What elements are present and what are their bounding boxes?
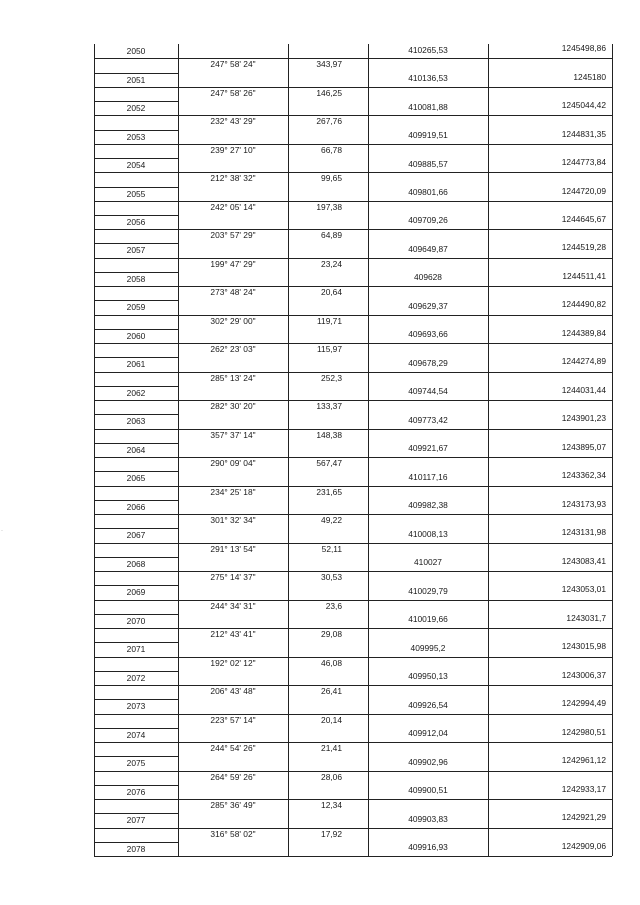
table-row-rule: [94, 130, 178, 131]
coordinate-y: 1243362,34: [561, 470, 606, 481]
point-id: 2058: [126, 273, 146, 284]
table-row-rule: [94, 457, 612, 458]
table-row-rule: [94, 101, 178, 102]
table-row-rule: [94, 571, 612, 572]
segment-distance: 115,97: [317, 344, 342, 355]
segment-distance: 267,76: [316, 116, 342, 127]
coordinate-y: 1243131,98: [561, 527, 606, 538]
coordinate-x: 409921,67: [408, 443, 448, 454]
bearing-angle: 234° 25' 18": [210, 486, 256, 497]
point-id: 2066: [126, 501, 146, 512]
coordinate-y: 1242921,29: [561, 812, 606, 823]
coordinate-y: 1244031,44: [561, 384, 606, 395]
coordinate-y: 1242933,17: [561, 783, 606, 794]
table-row-rule: [94, 842, 178, 843]
point-id: 2055: [126, 188, 146, 199]
table-row-rule: [94, 357, 178, 358]
segment-distance: 99,65: [321, 173, 342, 184]
point-id: 2075: [126, 758, 146, 769]
table-row-rule: [94, 300, 178, 301]
table-row-rule: [94, 201, 612, 202]
table-row-rule: [94, 471, 178, 472]
coordinate-x: 410019,66: [408, 614, 448, 625]
bearing-angle: 247° 58' 24": [210, 59, 256, 70]
table-row-rule: [94, 272, 178, 273]
table-row-rule: [94, 614, 178, 615]
table-row-rule: [94, 671, 178, 672]
bearing-angle: 285° 36' 49": [210, 800, 256, 810]
segment-distance: 567,47: [316, 458, 342, 469]
bearing-angle: 244° 34' 31": [210, 600, 256, 611]
point-id: 2059: [126, 302, 146, 313]
point-id: 2052: [126, 103, 146, 113]
table-row-rule: [94, 557, 178, 558]
bearing-angle: 264° 59' 26": [210, 771, 256, 782]
bearing-angle: 192° 02' 12": [210, 657, 256, 668]
coordinate-x: 409912,04: [408, 728, 448, 739]
segment-distance: 119,71: [317, 315, 342, 326]
table-row-rule: [94, 742, 612, 743]
table-row-rule: [94, 187, 178, 188]
point-id: 2056: [126, 216, 146, 227]
point-id: 2065: [126, 473, 146, 484]
table-row-rule: [94, 813, 178, 814]
coordinate-x: 409926,54: [408, 699, 448, 710]
point-id: 2061: [126, 359, 146, 370]
coordinate-x: 409916,93: [408, 842, 448, 853]
bearing-angle: 273° 48' 24": [210, 287, 256, 298]
coordinate-y: 1243015,98: [561, 641, 606, 652]
point-id: 2057: [126, 245, 146, 256]
coordinate-x: 409649,87: [408, 243, 448, 254]
bearing-angle: 199° 47' 29": [210, 258, 256, 269]
table-row-rule: [94, 543, 612, 544]
point-id: 2074: [126, 729, 146, 740]
bearing-angle: 316° 58' 02": [210, 828, 256, 839]
coordinate-x: 409995,2: [410, 642, 446, 653]
bearing-angle: 301° 32' 34": [210, 515, 256, 526]
table-row-rule: [94, 828, 612, 829]
table-row-rule: [94, 443, 178, 444]
table-row-rule: [94, 243, 178, 244]
bearing-angle: 203° 57' 29": [210, 230, 256, 241]
segment-distance: 21,41: [321, 743, 342, 753]
table-column-rule: [612, 44, 613, 856]
bearing-angle: 282° 30' 20": [210, 401, 256, 412]
table-row-rule: [94, 329, 178, 330]
coordinate-y: 1243006,37: [561, 669, 606, 680]
segment-distance: 343,97: [316, 59, 342, 70]
segment-distance: 30,53: [321, 572, 342, 583]
point-id: 2053: [126, 131, 146, 142]
segment-distance: 197,38: [316, 201, 342, 212]
coordinate-y: 1242961,12: [561, 755, 606, 766]
segment-distance: 26,41: [321, 686, 342, 697]
coordinate-x: 409900,51: [408, 785, 448, 796]
segment-distance: 133,37: [316, 401, 342, 412]
table-row-rule: [94, 172, 612, 173]
coordinate-y: 1245180: [573, 71, 606, 82]
coordinate-x: 409628: [414, 272, 442, 283]
coordinate-x: 410265,53: [408, 44, 448, 55]
segment-distance: 12,34: [321, 800, 342, 810]
coordinate-y: 1244511,41: [562, 270, 606, 281]
bearing-angle: 239° 27' 10": [210, 144, 256, 155]
coordinate-x: 409902,96: [408, 756, 448, 767]
table-row-rule: [94, 756, 178, 757]
table-row-rule: [94, 685, 612, 686]
segment-distance: 23,24: [321, 258, 342, 269]
point-id: 2070: [126, 615, 146, 626]
table-row-rule: [94, 229, 612, 230]
table-row-rule: [94, 585, 178, 586]
table-row-rule: [94, 699, 178, 700]
coordinate-x: 409744,54: [408, 386, 448, 397]
table-row-rule: [94, 657, 612, 658]
coordinate-x: 409885,57: [408, 158, 448, 169]
point-id: 2060: [126, 330, 146, 341]
table-bottom-rule: [94, 856, 612, 857]
coordinate-y: 1243901,23: [561, 413, 606, 424]
bearing-angle: 262° 23' 03": [210, 344, 256, 355]
table-row-rule: [94, 144, 612, 145]
table-row-rule: [94, 414, 178, 415]
table-row-rule: [94, 115, 612, 116]
segment-distance: 46,08: [321, 657, 342, 668]
bearing-angle: 206° 43' 48": [210, 686, 256, 697]
coordinate-x: 409693,66: [408, 329, 448, 340]
segment-distance: 146,25: [316, 87, 342, 98]
table-row-rule: [94, 728, 178, 729]
segment-distance: 148,38: [316, 429, 342, 440]
bearing-angle: 247° 58' 26": [210, 87, 256, 98]
coordinate-y: 1243173,93: [561, 498, 606, 509]
table-row-rule: [94, 343, 612, 344]
table-row-rule: [94, 87, 612, 88]
coordinate-y: 1244831,35: [561, 128, 606, 139]
point-id: 2069: [126, 587, 146, 598]
table-row-rule: [94, 785, 178, 786]
point-id: 2076: [126, 786, 146, 797]
bearing-angle: 223° 57' 14": [210, 714, 256, 725]
bearing-angle: 212° 43' 41": [210, 629, 256, 640]
coordinate-x: 410029,79: [408, 585, 448, 596]
table-row-rule: [94, 73, 178, 74]
segment-distance: 252,3: [321, 372, 342, 383]
coordinate-x: 410136,53: [408, 73, 448, 83]
coordinate-y: 1245044,42: [561, 100, 606, 110]
point-id: 2077: [126, 815, 146, 826]
coordinate-y: 1244490,82: [561, 299, 606, 310]
table-row-rule: [94, 215, 178, 216]
table-row-rule: [94, 514, 612, 515]
segment-distance: 20,14: [321, 714, 342, 725]
table-row-rule: [94, 286, 612, 287]
coordinate-x: 409709,26: [408, 215, 448, 226]
coordinate-x: 409678,29: [408, 357, 448, 368]
segment-distance: 28,06: [321, 771, 342, 782]
bearing-angle: 302° 29' 00": [210, 315, 256, 326]
bearing-angle: 290° 09' 04": [210, 458, 256, 469]
table-row-rule: [94, 429, 612, 430]
table-row-rule: [94, 258, 612, 259]
table-row-rule: [94, 600, 612, 601]
table-row-rule: [94, 771, 612, 772]
table-row-rule: [94, 315, 612, 316]
point-id: 2050: [126, 46, 146, 56]
table-column-rule: [288, 44, 289, 856]
bearing-angle: 232° 43' 29": [210, 116, 256, 127]
point-id: 2072: [126, 672, 146, 683]
coordinate-y: 1244773,84: [561, 157, 606, 167]
segment-distance: 64,89: [321, 230, 342, 241]
bearing-angle: 212° 38' 32": [210, 173, 256, 184]
coordinate-y: 1243895,07: [561, 441, 606, 452]
table-row-rule: [94, 714, 612, 715]
point-id: 2071: [126, 644, 146, 655]
table-row-rule: [94, 486, 612, 487]
point-id: 2063: [126, 416, 146, 427]
segment-distance: 49,22: [321, 515, 342, 526]
segment-distance: 23,6: [325, 600, 342, 611]
bearing-angle: 275° 14' 37": [210, 572, 256, 583]
coordinate-x: 409773,42: [408, 414, 448, 425]
coordinate-y: 1244274,89: [561, 356, 606, 367]
bearing-angle: 357° 37' 14": [210, 429, 256, 440]
coordinate-x: 409982,38: [408, 500, 448, 511]
point-id: 2062: [126, 387, 146, 398]
segment-distance: 66,78: [321, 144, 342, 155]
table-column-rule: [178, 44, 179, 856]
coordinate-y: 1242909,06: [561, 840, 606, 851]
table-row-rule: [94, 628, 612, 629]
coordinate-y: 1243053,01: [561, 584, 606, 595]
bearing-angle: 244° 54' 26": [210, 743, 256, 753]
segment-distance: 17,92: [321, 828, 342, 839]
coordinate-y: 1244645,67: [561, 213, 606, 224]
coordinate-y: 1244720,09: [561, 185, 606, 196]
bearing-angle: 291° 13' 54": [210, 543, 256, 554]
coordinate-x: 409950,13: [408, 671, 448, 682]
point-id: 2064: [126, 444, 146, 455]
coordinate-y: 1242994,49: [561, 698, 606, 709]
coordinate-y: 1244519,28: [561, 242, 606, 253]
table-row-rule: [94, 58, 612, 59]
table-row-rule: [94, 528, 178, 529]
point-id: 2068: [126, 558, 146, 569]
coordinate-x: 410117,16: [408, 471, 448, 482]
bearing-angle: 242° 05' 14": [210, 201, 256, 212]
point-id: 2078: [126, 843, 146, 854]
point-id: 2067: [126, 530, 146, 541]
table-row-rule: [94, 158, 178, 159]
segment-distance: 20,64: [321, 287, 342, 298]
table-row-rule: [94, 400, 612, 401]
coordinate-x: 409629,37: [408, 300, 448, 311]
table-row-rule: [94, 799, 612, 800]
coordinate-x: 409903,83: [408, 813, 448, 824]
point-id: 2054: [126, 160, 146, 170]
coordinate-x: 410027: [414, 557, 442, 568]
coordinate-x: 410008,13: [408, 528, 448, 539]
coordinate-y: 1244389,84: [561, 327, 606, 338]
table-row-rule: [94, 372, 612, 373]
coordinate-y: 1245498,86: [561, 43, 606, 53]
coordinate-x: 410081,88: [408, 101, 448, 112]
margin-mark: ·: [1, 528, 3, 534]
segment-distance: 52,11: [321, 543, 342, 554]
segment-distance: 231,65: [316, 486, 342, 497]
coordinate-x: 409801,66: [408, 187, 448, 197]
coordinate-x: 409919,51: [408, 130, 448, 140]
coordinate-y: 1242980,51: [561, 726, 606, 737]
point-id: 2051: [126, 74, 146, 85]
table-row-rule: [94, 642, 178, 643]
table-row-rule: [94, 386, 178, 387]
segment-distance: 29,08: [321, 629, 342, 640]
point-id: 2073: [126, 701, 146, 712]
table-row-rule: [94, 500, 178, 501]
bearing-angle: 285° 13' 24": [210, 372, 256, 383]
coordinate-y: 1243083,41: [561, 555, 606, 566]
coordinate-y: 1243031,7: [566, 612, 606, 623]
